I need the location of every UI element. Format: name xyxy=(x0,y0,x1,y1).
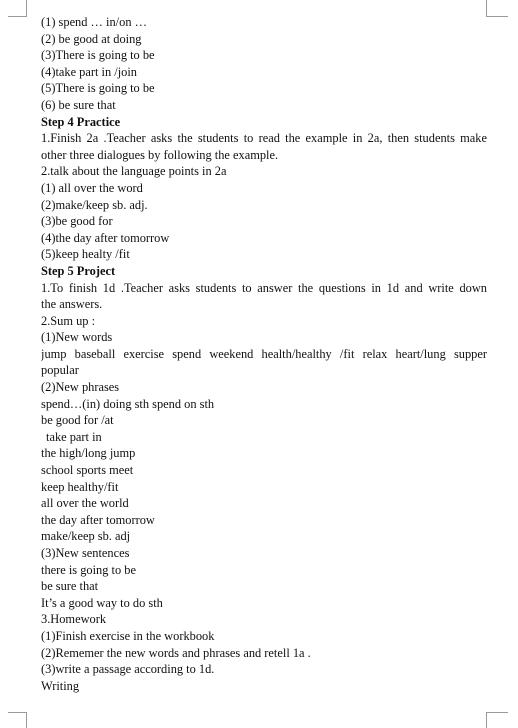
text-line: the answers. xyxy=(41,297,103,312)
text-line: all over the world xyxy=(41,496,129,511)
text-line: (5)There is going to be xyxy=(41,81,155,96)
text-line: It’s a good way to do sth xyxy=(41,595,163,610)
crop-mark-top-left xyxy=(26,0,27,16)
text-line: keep healthy/fit xyxy=(41,479,119,494)
crop-mark-bottom-right xyxy=(486,712,508,713)
text-line: be good for /at xyxy=(41,413,114,428)
text-line: (3)be good for xyxy=(41,214,113,229)
text-line: (1)New words xyxy=(41,330,113,345)
text-line: 3.Homework xyxy=(41,612,107,627)
section-heading: Step 5 Project xyxy=(41,263,116,278)
section-heading: Step 4 Practice xyxy=(41,114,121,129)
text-line: Writing xyxy=(41,678,80,693)
text-line: (1)Finish exercise in the workbook xyxy=(41,628,215,643)
text-line: (1) all over the word xyxy=(41,180,143,195)
text-line: (4)take part in /join xyxy=(41,64,137,79)
text-line: (4)the day after tomorrow xyxy=(41,230,170,245)
text-line: be sure that xyxy=(41,579,99,594)
text-line: (3)There is going to be xyxy=(41,48,155,63)
text-line: (1) spend … in/on … xyxy=(41,15,147,29)
text-line: 1.To finish 1d .Teacher asks students to answer the questions in 1d and write down xyxy=(41,280,487,295)
text-line: 1.Finish 2a .Teacher asks the students to read the example in 2a, then students make xyxy=(41,131,487,146)
text-line: popular xyxy=(41,363,79,378)
crop-mark-bottom-right xyxy=(486,712,487,728)
text-line: jump baseball exercise spend weekend health/healthy /fit relax heart/lung supper xyxy=(41,346,487,361)
text-line: 2.talk about the language points in 2a xyxy=(41,164,227,179)
text-line: (2)make/keep sb. adj. xyxy=(41,197,148,212)
text-line: school sports meet xyxy=(41,463,134,478)
crop-mark-top-right xyxy=(486,16,508,17)
document-body xyxy=(41,14,487,694)
text-line: the high/long jump xyxy=(41,446,136,461)
text-line: there is going to be xyxy=(41,562,136,577)
text-line: (3)New sentences xyxy=(41,546,130,560)
text-line: make/keep sb. adj xyxy=(41,529,131,544)
text-line: (2) be good at doing xyxy=(41,31,142,46)
crop-mark-bottom-left xyxy=(26,712,27,728)
text-line: (3)write a passage according to 1d. xyxy=(41,662,215,677)
text-line: spend…(in) doing sth spend on sth xyxy=(41,396,215,411)
text-line: (2)New phrases xyxy=(41,380,120,395)
text-line: 2.Sum up : xyxy=(41,313,96,328)
text-line: the day after tomorrow xyxy=(41,512,155,527)
text-line: take part in xyxy=(46,429,102,444)
text-line: (6) be sure that xyxy=(41,97,116,112)
text-line: other three dialogues by following the example. xyxy=(41,147,279,162)
text-line: (5)keep healty /fit xyxy=(41,247,130,262)
crop-mark-bottom-left xyxy=(8,712,27,713)
crop-mark-top-left xyxy=(8,16,27,17)
text-line: (2)Rememer the new words and phrases and retell 1a . xyxy=(41,645,311,660)
